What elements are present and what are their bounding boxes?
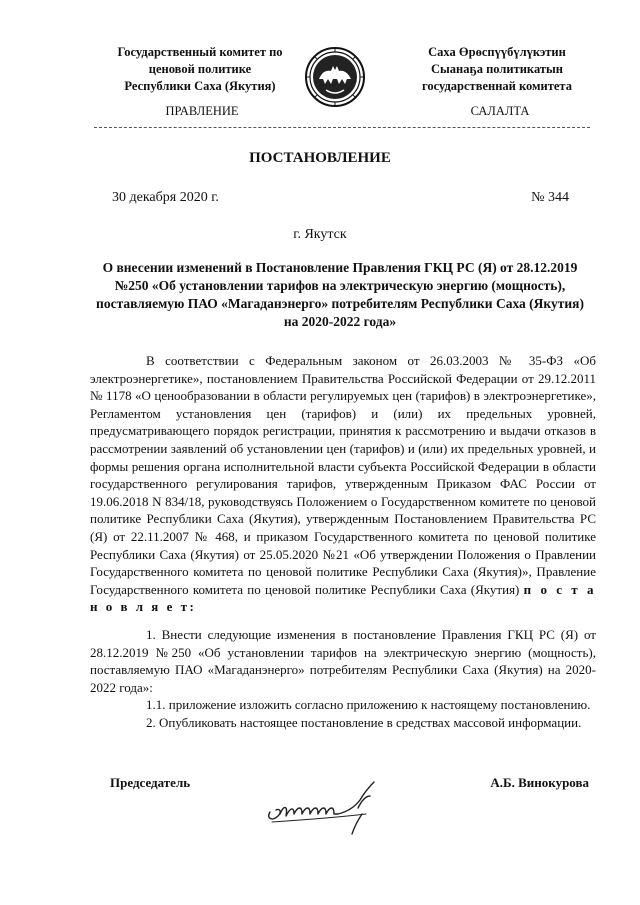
document-date: 30 декабря 2020 г. [112, 190, 219, 205]
left-org-line: Государственный комитет по [117, 45, 283, 59]
right-org-line: государственнай комитета [422, 79, 572, 93]
resolution-items [90, 626, 596, 732]
document-type: ПОСТАНОВЛЕНИЕ [249, 150, 391, 166]
item-1-1: 1.1. приложение изложить согласно приложению к настоящему постановлению. [146, 697, 591, 713]
signer-title: Председатель [110, 775, 191, 790]
left-org-header [95, 44, 305, 95]
right-org-line: Саха Өрөспүүбүлүкэтин [428, 45, 566, 59]
item-1: 1. Внести следующие изменения в постановление Правления ГКЦ РС (Я) от 28.12.2019 №250 «Об установлении тарифов на электрическую энергию (мощность), поставляемую ПАО «Магаданэнерго» потребителям Республики Саха (Якутия) на 2020-2022 года»: [90, 627, 596, 695]
document-number: № 344 [531, 190, 569, 205]
left-board-label: ПРАВЛЕНИЕ [165, 104, 239, 118]
item-2: 2. Опубликовать настоящее постановление в средствах массовой информации. [146, 714, 582, 730]
right-org-line: Сыанаҕа политикатын [431, 62, 563, 76]
resolves-text: п о с т а н о в л я е т: [90, 581, 596, 615]
signer-name: А.Б. Винокурова [490, 775, 589, 790]
document-title: О внесении изменений в Постановление Правления ГКЦ РС (Я) от 28.12.2019 №250 «Об установлении тарифов на электрическую энергию (мощность), поставляемую ПАО «Магаданэнерго» потребителям Республики Саха (Якутия) на 2020-2022 года» [96, 260, 584, 329]
left-org-line: Республики Саха (Якутия) [124, 79, 276, 93]
header-divider [94, 127, 590, 128]
preamble-paragraph [90, 352, 596, 616]
document-city: г. Якутск [293, 227, 347, 242]
handwritten-signature-icon [262, 778, 402, 838]
right-board-label: САЛАЛТА [470, 104, 530, 118]
preamble-text: В соответствии с Федеральным законом от 26.03.2003 № 35-ФЗ «Об электроэнергетике», постановлением Правительства Российской Федерации от 29.12.2011 № 1178 «О ценообразовании в области регулируемых цен (тарифов) в электроэнергетике», Регламентом установления цен (тарифов) и (или) их предельных уровней, предусматривающего порядок регистрации, принятия к рассмотрению и выдачи отказов в рассмотрении заявлений об установлении цен (тарифов) и (или) их предельных уровней, и формы решения органа исполнительной власти субъекта Российской Федерации в области государственного регулирования тарифов, утвержденным Приказом ФАС России от 19.06.2018 N 834/18, руководствуясь Положением о Государственном комитете по ценовой политике Республики Саха (Якутия), утвержденным Постановлением Правительства РС (Я) от 22.11.2007 № 468, и приказом Государственного комитета по ценовой политике Республики Саха (Якутия) от 25.05.2020 №21 «Об утверждении Положения о Правлении Государственного комитета по ценовой политике Республики Саха (Якутия)», Правление Государственного комитета по ценовой политике Республики Саха (Якутия) [90, 353, 596, 597]
coat-of-arms-icon [304, 46, 366, 108]
right-org-header [392, 44, 602, 95]
left-org-line: ценовой политике [148, 62, 252, 76]
